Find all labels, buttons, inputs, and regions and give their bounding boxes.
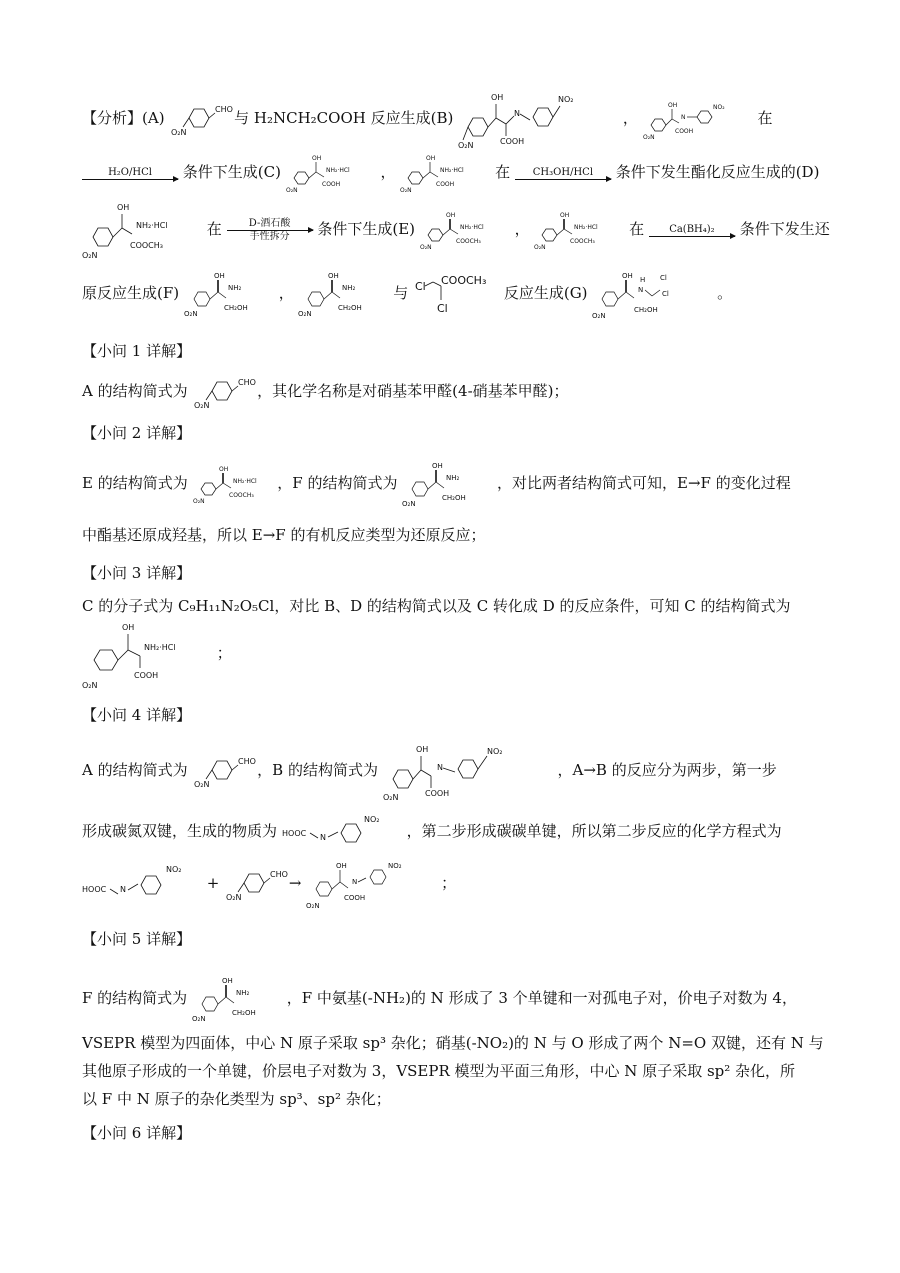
- q4-line-1: [82, 740, 860, 802]
- svg-text:OH: OH: [491, 93, 504, 102]
- structure-e-q2: [193, 463, 273, 505]
- svg-text:CHO: CHO: [215, 105, 234, 114]
- text-zai: 在: [757, 109, 773, 127]
- reaction-arrow-h2o-hcl: H₂O/HCl: [82, 167, 178, 180]
- svg-text:COOCH₃: COOCH₃: [570, 238, 596, 245]
- svg-text:O₂N: O₂N: [642, 134, 655, 141]
- svg-text:O₂N: O₂N: [194, 780, 210, 789]
- period: 。: [717, 284, 733, 302]
- q2-text-3: ，对比两者结构简式可知，E→F 的变化过程: [497, 474, 791, 492]
- comma: ，: [380, 163, 396, 181]
- svg-text:COOCH₃: COOCH₃: [441, 274, 487, 287]
- svg-text:OH: OH: [336, 862, 348, 870]
- q2-line-2: 中酯基还原成羟基，所以 E→F 的有机反应类型为还原反应；: [82, 526, 486, 544]
- q3-line-2: [82, 618, 860, 690]
- svg-text:NH₂: NH₂: [235, 989, 250, 997]
- svg-text:CH₂OH: CH₂OH: [231, 1009, 256, 1017]
- q4-text-1: A 的结构简式为: [82, 761, 188, 779]
- compound-a-label: (A): [142, 109, 165, 127]
- structure-a-reactant: [224, 866, 289, 902]
- structure-b-small: [643, 97, 753, 141]
- text-zai: 在: [206, 220, 222, 238]
- structure-imine-reactant: [82, 862, 202, 906]
- q5-line-1: [82, 975, 860, 1023]
- structure-c-2: [400, 152, 490, 194]
- svg-text:OH: OH: [328, 272, 340, 280]
- svg-text:N: N: [352, 878, 358, 886]
- structure-f-2: [298, 270, 388, 318]
- svg-text:O₂N: O₂N: [82, 251, 98, 260]
- svg-text:OH: OH: [213, 272, 225, 280]
- svg-text:O₂N: O₂N: [458, 141, 474, 150]
- svg-text:NO₂: NO₂: [558, 95, 574, 104]
- q3-text-2: ；: [216, 644, 232, 662]
- svg-text:NH₂·HCl: NH₂·HCl: [144, 643, 176, 652]
- svg-text:OH: OH: [445, 212, 456, 219]
- svg-text:OH: OH: [218, 466, 228, 473]
- svg-text:COOH: COOH: [436, 181, 455, 188]
- svg-text:NH₂·HCl: NH₂·HCl: [459, 224, 484, 231]
- svg-text:NH₂·HCl: NH₂·HCl: [232, 478, 257, 485]
- q5-title: 【小问 5 详解】: [82, 930, 192, 948]
- q1-line: [82, 374, 860, 410]
- svg-text:OH: OH: [622, 272, 634, 280]
- svg-text:OH: OH: [667, 102, 677, 109]
- q4-text-5: ，第二步形成碳碳单键，所以第二步反应的化学方程式为: [406, 822, 782, 840]
- svg-text:O₂N: O₂N: [183, 310, 198, 318]
- svg-text:Cl: Cl: [660, 274, 668, 282]
- svg-text:O₂N: O₂N: [382, 793, 399, 802]
- structure-b: [458, 88, 618, 150]
- svg-text:COOCH₃: COOCH₃: [455, 238, 481, 245]
- q3-title: 【小问 3 详解】: [82, 564, 192, 582]
- structure-c-q3: [82, 618, 212, 690]
- text-zai: 在: [495, 163, 511, 181]
- svg-text:NO₂: NO₂: [712, 104, 725, 111]
- analysis-text-7: 反应生成(G): [503, 284, 588, 302]
- svg-text:N: N: [638, 286, 644, 294]
- structure-e-2: [534, 209, 624, 251]
- q5-line-4: 以 F 中 N 原子的杂化类型为 sp³、sp² 杂化；: [82, 1090, 391, 1108]
- q4-text-4: 形成碳氮双键，生成的物质为: [82, 822, 278, 840]
- svg-text:NH₂: NH₂: [227, 284, 242, 292]
- svg-text:OH: OH: [117, 203, 130, 212]
- svg-text:O₂N: O₂N: [400, 187, 412, 194]
- svg-text:O₂N: O₂N: [306, 902, 320, 910]
- svg-text:NH₂: NH₂: [342, 284, 356, 292]
- svg-text:COOH: COOH: [344, 894, 366, 902]
- structure-g: [592, 268, 712, 320]
- svg-text:OH: OH: [221, 977, 233, 985]
- svg-text:O₂N: O₂N: [285, 187, 298, 194]
- svg-text:O₂N: O₂N: [592, 312, 606, 320]
- svg-text:NH₂·HCl: NH₂·HCl: [440, 167, 465, 174]
- svg-text:NH₂: NH₂: [446, 474, 460, 482]
- q4-text-3: ，A→B 的反应分为两步，第一步: [557, 761, 777, 779]
- reaction-arrow: →: [288, 874, 302, 892]
- q4-text-2: ，B 的结构简式为: [257, 761, 378, 779]
- q1-title: 【小问 1 详解】: [82, 342, 192, 360]
- svg-text:N: N: [436, 763, 443, 772]
- reaction-arrow-cabh4: Ca(BH₄)₂: [649, 224, 735, 237]
- q4-title: 【小问 4 详解】: [82, 706, 192, 724]
- svg-text:O₂N: O₂N: [298, 310, 313, 318]
- text-yu: 与: [393, 284, 409, 302]
- structure-d: [82, 200, 202, 260]
- analysis-text-4: 条件下生成(E): [317, 220, 416, 238]
- analysis-line-1: [82, 88, 860, 150]
- structure-f-q5: [192, 975, 282, 1023]
- svg-text:O₂N: O₂N: [534, 244, 546, 251]
- structure-a: [169, 101, 234, 137]
- svg-text:COOH: COOH: [424, 789, 449, 798]
- svg-text:CHO: CHO: [238, 378, 257, 387]
- structure-b-q4: [383, 740, 553, 802]
- q5-line-2: VSEPR 模型为四面体，中心 N 原子采取 sp³ 杂化；硝基(-NO₂)的 N 与 O 形成了两个 N=O 双键，还有 N 与: [82, 1034, 824, 1052]
- svg-text:OH: OH: [122, 623, 135, 632]
- q2-title: 【小问 2 详解】: [82, 424, 192, 442]
- comma: ，: [622, 109, 638, 127]
- svg-text:COOH: COOH: [321, 181, 340, 188]
- svg-text:NH₂·HCl: NH₂·HCl: [325, 167, 350, 174]
- svg-text:CH₂OH: CH₂OH: [338, 304, 363, 312]
- analysis-text-2: 条件下生成(C): [182, 163, 281, 181]
- plus-sign: +: [206, 874, 220, 892]
- q6-title: 【小问 6 详解】: [82, 1124, 192, 1142]
- analysis-line-4: [82, 268, 860, 320]
- svg-text:N: N: [120, 885, 126, 894]
- structure-dichloroacetate: [413, 270, 499, 318]
- svg-text:OH: OH: [311, 155, 321, 162]
- svg-text:COOCH₃: COOCH₃: [130, 241, 163, 250]
- structure-a-q1: [192, 374, 257, 410]
- analysis-text-3: 条件下发生酯化反应生成的(D): [615, 163, 820, 181]
- svg-text:COOH: COOH: [500, 137, 525, 146]
- svg-text:CH₂OH: CH₂OH: [223, 304, 248, 312]
- q3-line-1: C 的分子式为 C₉H₁₁N₂O₅Cl，对比 B、D 的结构简式以及 C 转化成 D 的反应条件，可知 C 的结构简式为: [82, 597, 791, 615]
- q2-text-2: ，F 的结构简式为: [277, 474, 398, 492]
- text-zai: 在: [629, 220, 645, 238]
- q1-text-1: A 的结构简式为: [82, 382, 188, 400]
- svg-text:O₂N: O₂N: [192, 498, 205, 505]
- structure-imine-intermediate: [282, 812, 402, 852]
- svg-text:H: H: [640, 276, 646, 284]
- svg-text:O₂N: O₂N: [194, 401, 210, 410]
- svg-text:Cl: Cl: [415, 280, 426, 293]
- svg-text:CHO: CHO: [270, 870, 289, 879]
- analysis-text-5: 条件下发生还: [739, 220, 830, 238]
- analysis-line-3: [82, 200, 860, 260]
- svg-text:Cl: Cl: [662, 290, 670, 298]
- svg-text:O₂N: O₂N: [171, 128, 187, 137]
- svg-text:HOOC: HOOC: [82, 885, 107, 894]
- semicolon: ；: [441, 874, 457, 892]
- svg-text:CH₂OH: CH₂OH: [634, 306, 659, 314]
- svg-text:O₂N: O₂N: [191, 1015, 206, 1023]
- svg-text:Cl: Cl: [437, 302, 448, 315]
- reaction-arrow-tartaric: D-酒石酸 手性拆分: [227, 218, 313, 243]
- svg-text:COOH: COOH: [674, 128, 693, 135]
- q4-equation: [82, 858, 860, 910]
- analysis-line-2: [82, 152, 860, 194]
- structure-a-q4: [192, 753, 257, 789]
- q2-text-1: E 的结构简式为: [82, 474, 188, 492]
- svg-text:CH₂OH: CH₂OH: [442, 494, 466, 502]
- svg-text:CHO: CHO: [238, 757, 257, 766]
- svg-text:NO₂: NO₂: [486, 747, 503, 756]
- svg-text:O₂N: O₂N: [82, 681, 98, 690]
- q5-line-3: 其他原子形成的一个单键，价层电子对数为 3，VSEPR 模型为平面三角形，中心 N 原子采取 sp² 杂化，所: [82, 1062, 796, 1080]
- structure-b-product: [306, 858, 436, 910]
- structure-f: [184, 270, 274, 318]
- svg-text:OH: OH: [432, 462, 444, 470]
- svg-text:NO₂: NO₂: [166, 865, 182, 874]
- svg-text:HOOC: HOOC: [281, 829, 306, 838]
- svg-text:N: N: [514, 109, 521, 118]
- svg-text:O₂N: O₂N: [419, 244, 432, 251]
- q1-text-2: ，其化学名称是对硝基苯甲醛(4-硝基苯甲醛)；: [257, 382, 569, 400]
- svg-text:NH₂·HCl: NH₂·HCl: [574, 224, 599, 231]
- svg-text:OH: OH: [415, 745, 429, 754]
- svg-text:NO₂: NO₂: [363, 815, 380, 824]
- analysis-text-6: 原反应生成(F): [82, 284, 180, 302]
- analysis-text-1: 与 H₂NCH₂COOH 反应生成(B): [234, 109, 454, 127]
- svg-text:O₂N: O₂N: [402, 500, 416, 508]
- q2-line-1: [82, 460, 860, 508]
- comma: ，: [514, 220, 530, 238]
- q5-text-1: F 的结构简式为: [82, 989, 188, 1007]
- svg-text:OH: OH: [426, 155, 436, 162]
- q4-line-2: [82, 812, 860, 852]
- svg-text:OH: OH: [560, 212, 570, 219]
- structure-e: [420, 209, 510, 251]
- svg-text:COOCH₃: COOCH₃: [228, 492, 254, 499]
- svg-text:COOH: COOH: [134, 671, 159, 680]
- svg-text:N: N: [680, 114, 686, 121]
- svg-text:NH₂·HCl: NH₂·HCl: [136, 221, 168, 230]
- svg-text:NO₂: NO₂: [388, 862, 402, 870]
- structure-c: [286, 152, 376, 194]
- structure-f-q2: [402, 460, 492, 508]
- q5-text-2: ，F 中氨基(-NH₂)的 N 形成了 3 个单键和一对孤电子对，价电子对数为 4，: [286, 989, 797, 1007]
- reaction-arrow-ch3oh-hcl: CH₃OH/HCl: [515, 167, 611, 180]
- svg-text:N: N: [319, 833, 326, 842]
- analysis-label: 【分析】: [82, 109, 143, 127]
- comma: ，: [278, 284, 294, 302]
- svg-text:O₂N: O₂N: [226, 893, 242, 902]
